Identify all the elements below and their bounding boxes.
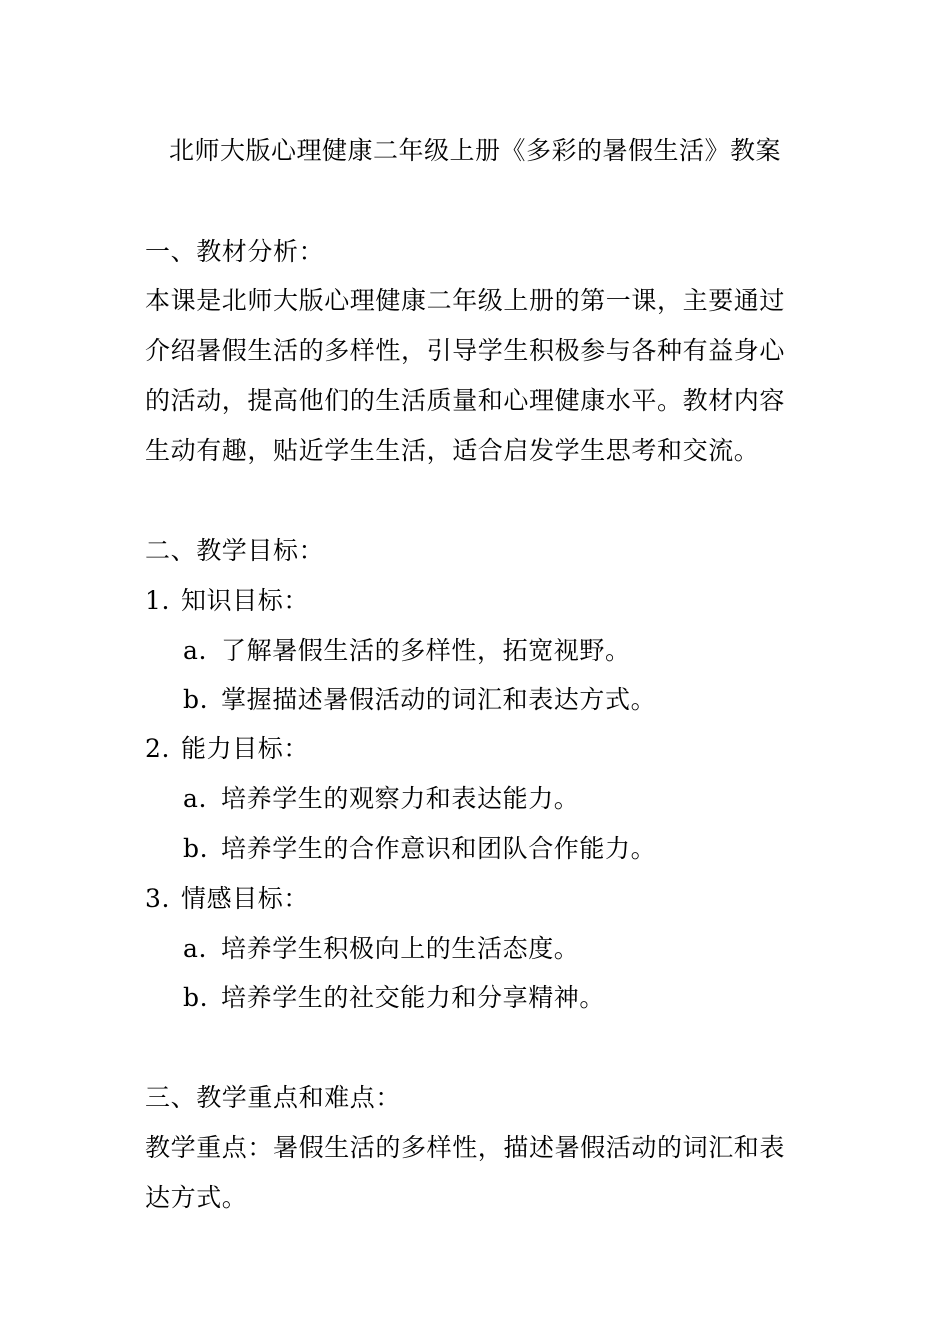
item-text: 培养学生的社交能力和分享精神。	[221, 983, 606, 1012]
item-text: 了解暑假生活的多样性，拓宽视野。	[221, 636, 631, 665]
goal-item	[183, 633, 631, 669]
goal-item	[183, 980, 605, 1016]
section1-paragraph-line: 介绍暑假生活的多样性，引导学生积极参与各种有益身心	[145, 336, 786, 365]
goal-number: 2.	[145, 734, 171, 763]
section1-paragraph-line: 的活动，提高他们的生活质量和心理健康水平。教材内容	[145, 386, 786, 415]
item-text: 培养学生的合作意识和团队合作能力。	[221, 834, 657, 863]
goal-label: 情感目标：	[181, 884, 310, 913]
item-marker: a.	[183, 636, 208, 665]
section3-paragraph-line: 达方式。	[145, 1183, 248, 1212]
section3-heading: 三、教学重点和难点：	[145, 1083, 402, 1112]
item-marker: b.	[183, 685, 209, 714]
section1-paragraph-line: 生动有趣，贴近学生生活，适合启发学生思考和交流。	[145, 436, 760, 465]
goal-emotion	[145, 881, 309, 917]
goal-number: 3.	[145, 884, 171, 913]
goal-item	[183, 781, 579, 817]
section2-heading: 二、教学目标：	[145, 536, 325, 565]
goal-label: 知识目标：	[181, 586, 310, 615]
item-text: 培养学生积极向上的生活态度。	[221, 934, 580, 963]
item-text: 掌握描述暑假活动的词汇和表达方式。	[221, 685, 657, 714]
goal-ability	[145, 731, 309, 767]
item-marker: b.	[183, 983, 209, 1012]
item-marker: b.	[183, 834, 209, 863]
item-marker: a.	[183, 934, 208, 963]
goal-item	[183, 831, 656, 867]
goal-label: 能力目标：	[181, 734, 310, 763]
section3-paragraph-line: 教学重点：暑假生活的多样性，描述暑假活动的词汇和表	[145, 1133, 786, 1162]
section1-paragraph-line: 本课是北师大版心理健康二年级上册的第一课，主要通过	[145, 286, 786, 315]
item-text: 培养学生的观察力和表达能力。	[221, 784, 580, 813]
goal-item	[183, 682, 656, 718]
goal-number: 1.	[145, 586, 171, 615]
item-marker: a.	[183, 784, 208, 813]
goal-knowledge	[145, 583, 309, 619]
goal-item	[183, 931, 579, 967]
section1-heading: 一、教材分析：	[145, 237, 325, 266]
document-title: 北师大版心理健康二年级上册《多彩的暑假生活》教案	[168, 136, 781, 165]
